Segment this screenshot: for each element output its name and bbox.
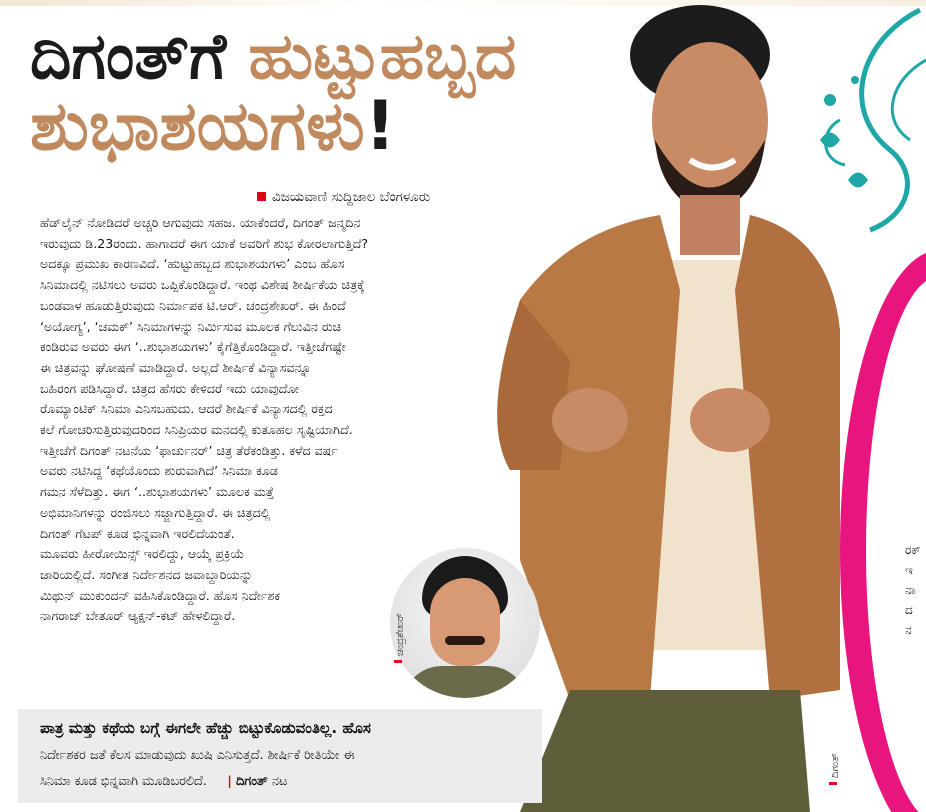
body-line: ಬಹಿರಂಗ ಪಡಿಸಿದ್ದಾರೆ. ಚಿತ್ರದ ಹೆಸರು ಕೇಳಿದರೆ ಇದು ಯಾವುದೋ	[40, 380, 300, 396]
byline-text: ವಿಜಯವಾಣಿ ಸುದ್ದಿಜಾಲ ಬೆಂಗಳೂರು	[272, 189, 431, 205]
body-line: ಮಿಥುನ್ ಮುಕುಂದನ್ ವಹಿಸಿಕೊಂಡಿದ್ದಾರೆ. ಹೊಸ ನಿರ್ದೇಶಕ	[40, 587, 281, 603]
body-line: ‘ಅಯೋಗ್ಯ’, ‘ಚಮಕ್’ ಸಿನಿಮಾಗಳನ್ನು ನಿರ್ಮಿಸುವ ಮೂಲಕ ಗೆಲುವಿನ ರುಚಿ	[40, 318, 341, 334]
red-square-bullet-icon	[257, 192, 266, 201]
adjacent-article-fragment	[905, 540, 921, 640]
body-line: ಕಲೆ ಗೋಚರಿಸುತ್ತಿರುವುದರಿಂದ ಸಿನಿಪ್ರಿಯರ ಮನದಲ್ಲಿ ಕುತೂಹಲ ಸೃಷ್ಟಿಯಾಗಿದೆ.	[40, 422, 353, 438]
portrait-shirt	[402, 666, 528, 698]
body-line: ಇತ್ತೀಚೆಗೆ ದಿಗಂತ್ ನಟನೆಯ ‘ಫಾರ್ಚುನರ್’ ಚಿತ್ರ ತೆರೆಕಂಡಿತ್ತು. ಕಳೆದ ವರ್ಷ	[40, 442, 338, 458]
edge-line: ನಾ	[905, 583, 916, 597]
body-line: ದಿಗಂತ್ ಗೆಟಪ್ ಕೂಡ ಭಿನ್ನವಾಗಿ ಇರಲಿದೆಯಂತೆ.	[40, 525, 235, 541]
portrait-face	[430, 578, 500, 666]
headline-birthday: ಹುಟ್ಟುಹಬ್ಬದ	[248, 20, 517, 94]
body-line: ರೊಮ್ಯಾಂಟಿಕ್ ಸಿನಿಮಾ ಎನಿಸಬಹುದು. ಆದರೆ ಶೀರ್ಷಿಕೆ ವಿನ್ಯಾಸದಲ್ಲಿ ರಕ್ತದ	[40, 401, 333, 417]
body-line: ಅದಕ್ಕೂ ಪ್ರಮುಖ ಕಾರಣವಿದೆ. ‘ಹುಟ್ಟುಹಬ್ಬದ ಶುಭಾಶಯಗಳು’ ಎಂಬ ಹೊಸ	[40, 256, 345, 272]
quote-signature	[227, 774, 287, 789]
body-line: ಇರುವುದು ಡಿ.23ರಂದು. ಹಾಗಾದರೆ ಈಗ ಯಾಕೆ ಅವರಿಗೆ ಶುಭ ಕೋರಲಾಗುತ್ತಿದೆ?	[40, 235, 369, 251]
body-line: ನಾಗರಾಜ್ ಬೇತೂರ್ ಆ್ಯಕ್ಷನ್-ಕಟ್ ಹೇಳಲಿದ್ದಾರೆ.	[40, 608, 236, 624]
portrait-caption	[392, 578, 406, 668]
photo-caption-text: ದಿಗಂತ್	[830, 753, 841, 778]
quote-line-2: ನಿರ್ದೇಶಕರ ಜತೆ ಕೆಲಸ ಮಾಡುವುದು ಖುಷಿ ಎನಿಸುತ್ತದೆ. ಶೀರ್ಷಿಕೆ ರೀತಿಯೇ ಈ	[40, 748, 355, 763]
quote-line-3	[40, 769, 542, 795]
quote-text-end: ಸಿನಿಮಾ ಕೂಡ ಭಿನ್ನವಾಗಿ ಮೂಡಿಬರಲಿದೆ.	[40, 774, 207, 789]
body-line: ಕಂಡಿರುವ ಅವರು ಈಗ ‘..ಶುಭಾಶಯಗಳು’ ಕೈಗೆತ್ತಿಕೊಂಡಿದ್ದಾರೆ. ಇತ್ತೀಚೆಗಷ್ಟೇ	[40, 339, 346, 355]
edge-line: ರಕ್	[905, 543, 921, 557]
signature-role: ನಟ	[271, 774, 288, 789]
body-line: ಅಭಿಮಾನಿಗಳನ್ನು ರಂಜಿಸಲು ಸಜ್ಜಾಗುತ್ತಿದ್ದಾರೆ. ಈ ಚಿತ್ರದಲ್ಲಿ	[40, 504, 271, 520]
headline	[30, 20, 650, 167]
producer-portrait	[390, 548, 540, 698]
quote-box	[18, 709, 542, 803]
body-line: ಅವರು ನಟಿಸಿದ್ದ ‘ಕಥೆಯೊಂದು ಶುರುವಾಗಿದೆ’ ಸಿನಿಮಾ ಕೂಡ	[40, 463, 278, 479]
headline-line-2	[30, 87, 650, 167]
quote-line-1	[40, 715, 542, 743]
body-line: ಗಮನ ಸೆಳೆದಿತ್ತು. ಈಗ ‘..ಶುಭಾಶಯಗಳು’ ಮೂಲಕ ಮತ್ತೆ	[40, 484, 275, 500]
body-line: ಮೂವರು ಹೀರೋಯಿನ್ಸ್ ಇರಲಿದ್ದು, ಆಯ್ಕೆ ಪ್ರಕ್ರಿಯೆ	[40, 546, 245, 562]
body-line: ಬಂಡವಾಳ ಹೂಡುತ್ತಿರುವುದು ನಿರ್ಮಾಪಕ ಟಿ.ಆರ್. ಚಂದ್ರಶೇಖರ್. ಈ ಹಿಂದೆ	[40, 297, 346, 313]
edge-line: ನ	[905, 623, 912, 637]
portrait-caption-text: ಚಂದ್ರಶೇಖರ್	[395, 613, 406, 656]
headline-line-1	[30, 20, 650, 94]
byline	[257, 189, 430, 205]
body-line: ಜಾರಿಯಲ್ಲಿದೆ. ಸಂಗೀತ ನಿರ್ದೇಶನದ ಜವಾಬ್ದಾರಿಯನ್ನು	[40, 566, 253, 582]
signature-bar: |	[227, 774, 232, 789]
headline-exclamation: !	[364, 87, 396, 167]
headline-wishes: ಶುಭಾಶಯಗಳು	[30, 87, 365, 167]
body-line: ಈ ಚಿತ್ರವನ್ನು ಘೋಷಣೆ ಮಾಡಿದ್ದಾರೆ. ಅಲ್ಲದೆ ಶೀರ್ಷಿಕೆ ವಿನ್ಯಾಸವನ್ನೂ	[40, 359, 312, 375]
pink-arc-decoration	[840, 250, 926, 812]
headline-name: ದಿಗಂತ್‌ಗೆ	[30, 20, 227, 94]
photo-caption	[826, 720, 842, 790]
quote-text: ಪಾತ್ರ ಮತ್ತು ಕಥೆಯ ಬಗ್ಗೆ ಈಗಲೇ ಹೆಚ್ಚು ಬಿಟ್ಟುಕೊಡುವಂತಿಲ್ಲ. ಹೊಸ	[40, 719, 371, 737]
signature-name: ದಿಗಂತ್	[236, 774, 268, 789]
body-line: ಹೆಡ್‌ಲೈನ್ ನೋಡಿದರೆ ಅಚ್ಚರಿ ಆಗುವುದು ಸಹಜ. ಯಾಕೆಂದರೆ, ದಿಗಂತ್ ಜನ್ಮದಿನ	[40, 215, 361, 230]
portrait-moustache	[445, 636, 485, 645]
edge-line: ದ	[905, 603, 913, 617]
body-line: ಸಿನಿಮಾದಲ್ಲಿ ನಟಿಸಲು ಅವರು ಒಪ್ಪಿಕೊಂಡಿದ್ದಾರೆ. ಇಂಥ ವಿಶೇಷ ಶೀರ್ಷಿಕೆಯ ಚಿತ್ರಕ್ಕೆ	[40, 277, 365, 293]
edge-line: ಇ	[905, 563, 913, 577]
